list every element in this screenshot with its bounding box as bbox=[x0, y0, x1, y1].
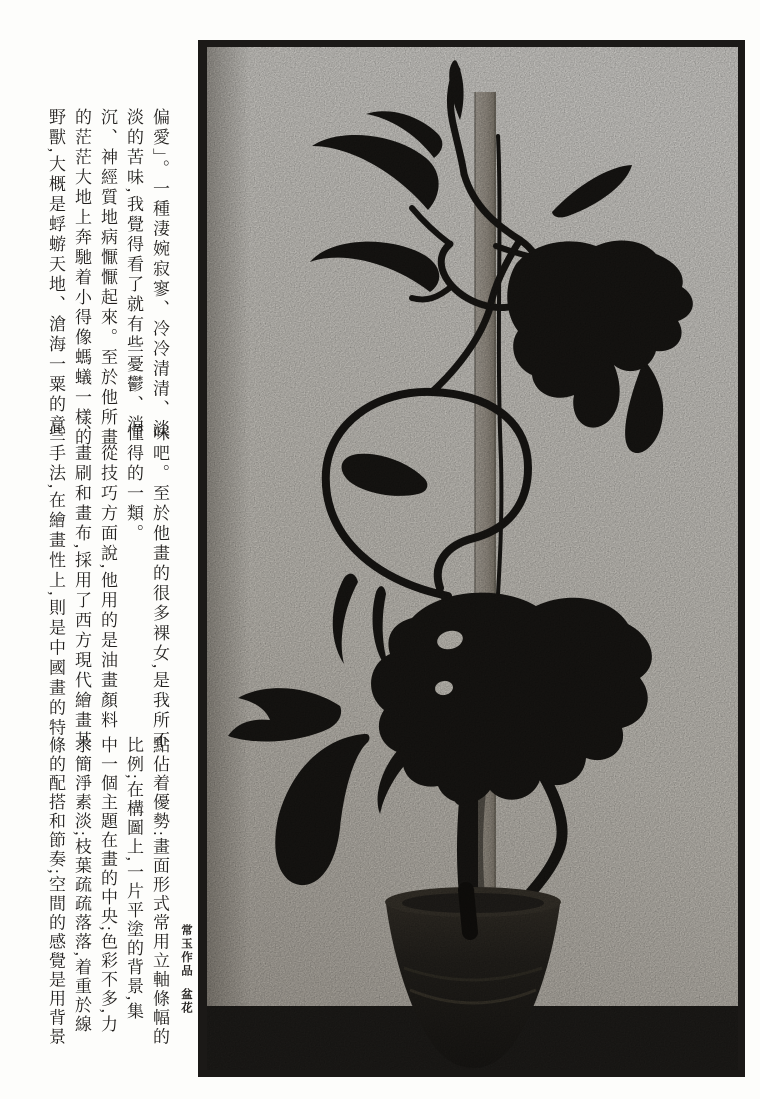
text-column: 點佔着優勢:畫面形式常用立軸條幅的 bbox=[150, 736, 169, 1047]
text-column: 懂得的一類。 bbox=[124, 424, 143, 544]
grain-overlay bbox=[204, 46, 739, 1071]
text-column: 沉、神經質地病懨懨起來。至於他所畫 bbox=[98, 108, 117, 448]
text-column: 比例;在構圖上,一片平塗的背景,集 bbox=[124, 736, 143, 1022]
artwork-image bbox=[198, 40, 745, 1077]
text-column: 的茫茫大地上奔馳着小得像螞蟻一樣的 bbox=[72, 108, 91, 448]
text-column: 中一個主題在畫的中央;色彩不多,力 bbox=[98, 736, 117, 1034]
text-column: 味吧。至於他畫的很多裸女,是我所不 bbox=[150, 424, 169, 752]
text-column: 、畫刷和畫布,採用了西方現代繪畫某 bbox=[72, 424, 91, 752]
figure-caption-title: 盆花 bbox=[180, 988, 192, 1015]
text-column: 從技巧方面說,他用的是油畫顏料 bbox=[98, 424, 117, 732]
text-column: 條的配搭和節奏;空間的感覺是用背景 bbox=[46, 736, 65, 1047]
text-column: 偏愛」。一種淒婉寂寥、冷冷清清、淡 bbox=[150, 108, 169, 440]
text-band-1 bbox=[47, 108, 168, 453]
figure-caption-artist: 常玉作品 bbox=[180, 924, 192, 978]
text-band-2 bbox=[47, 424, 168, 769]
text-band-3 bbox=[47, 736, 168, 1081]
text-column: 求簡淨素淡;枝葉疏疏落落,着重於線 bbox=[72, 736, 91, 1034]
text-column: 些手法,在繪畫性上,則是中國畫的特 bbox=[46, 424, 65, 739]
text-column: 淡的苦味,我覺得看了就有些憂鬱、消 bbox=[124, 108, 143, 436]
text-column: 野獸,大概是蜉蝣天地、滄海一粟的意 bbox=[46, 108, 65, 436]
figure-caption bbox=[179, 924, 192, 1015]
photo-frame-left-edge bbox=[198, 40, 207, 1077]
artwork-figure bbox=[198, 40, 745, 1077]
